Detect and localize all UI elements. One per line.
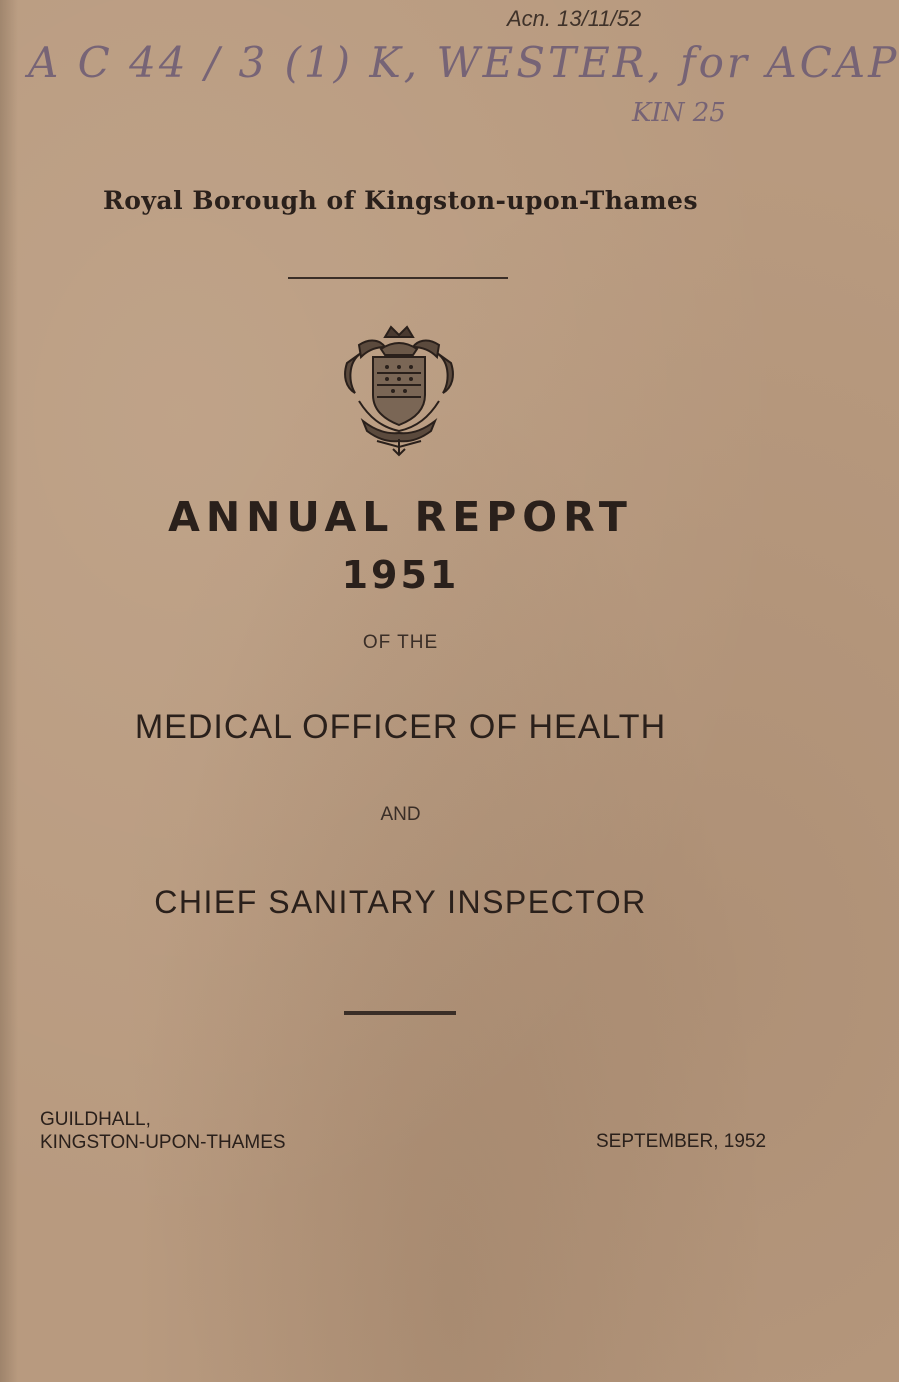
- handwritten-reference: A C 44 / 3 (1) K, WESTER, for ACAP: [28, 38, 899, 87]
- office-chief-sanitary-inspector: CHIEF SANITARY INSPECTOR: [154, 884, 647, 920]
- address-line-2: KINGSTON-UPON-THAMES: [40, 1132, 286, 1153]
- office-medical-officer: MEDICAL OFFICER OF HEALTH: [134, 708, 667, 746]
- publication-date: SEPTEMBER, 1952: [596, 1131, 767, 1152]
- report-title: ANNUAL REPORT: [168, 493, 633, 541]
- address-line-1: GUILDHALL,: [40, 1109, 151, 1130]
- handwritten-date-note: Acn. 13/11/52: [507, 6, 642, 31]
- divider-rule-short: [344, 1011, 456, 1015]
- handwritten-code: KIN 25: [632, 98, 726, 128]
- and-connector: AND: [380, 804, 421, 825]
- divider-rule: [288, 277, 508, 279]
- publisher-address: [40, 1108, 286, 1154]
- of-the-connector: OF THE: [362, 632, 439, 653]
- borough-heading: Royal Borough of Kingston-upon-Thames: [102, 186, 699, 215]
- report-year: 1951: [341, 553, 460, 597]
- borough-coat-of-arms-icon: [341, 323, 457, 455]
